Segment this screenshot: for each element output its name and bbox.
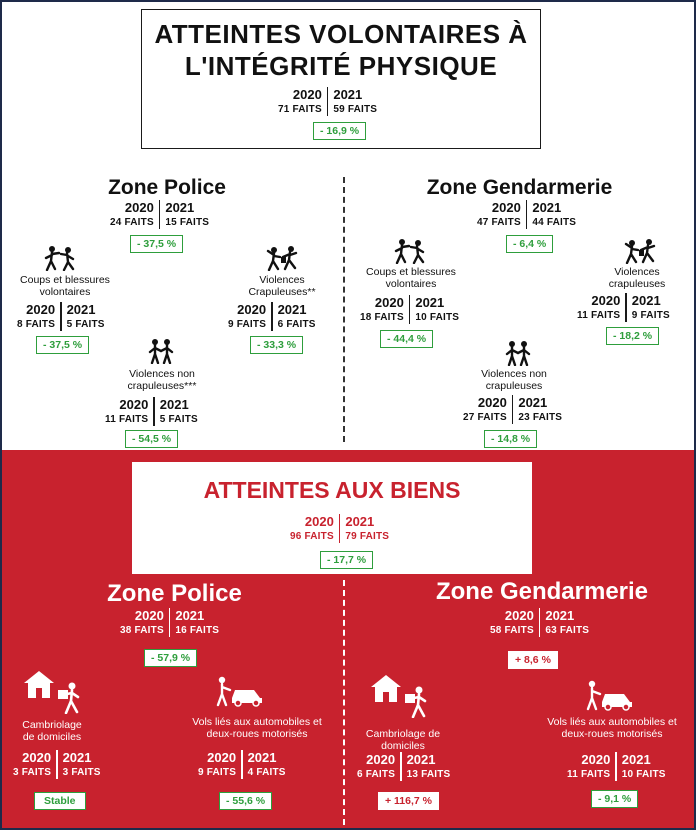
year-2021: 2021: [518, 395, 548, 410]
burglar-icon: [403, 686, 431, 718]
police-zone-title: Zone Police: [108, 176, 226, 199]
gendarmerie-change-badge: - 6,4 %: [506, 235, 553, 253]
police-zone-title: Zone Police: [107, 580, 242, 607]
cambriolage-change-badge: Stable: [34, 792, 86, 810]
non-crapuleuses-years: [100, 397, 203, 426]
facts-2020: 71 FAITS: [278, 104, 322, 115]
crapuleuses-label: Violences crapuleuses: [608, 266, 666, 290]
physical-title-line2: L'INTÉGRITÉ PHYSIQUE: [184, 51, 498, 81]
facts-2021: 63 FAITS: [545, 625, 590, 636]
facts-2020: 11 FAITS: [577, 310, 621, 321]
year-2020: 2020: [304, 514, 334, 529]
facts-2020: 8 FAITS: [17, 319, 56, 330]
vols-years: [193, 750, 291, 779]
coups-years: [12, 302, 110, 331]
biens-years: [285, 514, 394, 543]
crapuleuses-years: [572, 293, 675, 322]
year-2020: 2020: [22, 750, 52, 765]
crapuleuses-change-badge: - 33,3 %: [250, 336, 303, 354]
police-change-badge: - 37,5 %: [130, 235, 183, 253]
facts-2020: 47 FAITS: [477, 217, 521, 228]
biens-title: ATTEINTES AUX BIENS: [203, 477, 461, 503]
facts-2020: 18 FAITS: [360, 312, 404, 323]
cambriolage-change-badge: + 116,7 %: [378, 792, 439, 810]
non-crapuleuses-years: [458, 395, 567, 424]
facts-2020: 27 FAITS: [463, 412, 507, 423]
year-2020: 2020: [491, 200, 521, 215]
facts-2021: 3 FAITS: [62, 767, 101, 778]
burglar-icon: [56, 682, 84, 714]
facts-2021: 15 FAITS: [165, 217, 210, 228]
police-change-badge: - 57,9 %: [144, 649, 197, 667]
facts-2021: 13 FAITS: [406, 769, 451, 780]
house-icon: [22, 669, 56, 699]
thief-icon: [623, 238, 657, 264]
facts-2020: 3 FAITS: [13, 767, 52, 778]
facts-2021: 79 FAITS: [345, 531, 390, 542]
divider-dashed: [343, 580, 345, 825]
physical-section: [2, 2, 694, 450]
non-crapuleuses-change-badge: - 54,5 %: [125, 430, 178, 448]
year-2021: 2021: [247, 750, 277, 765]
cambriolage-years: [8, 750, 106, 779]
facts-2021: 6 FAITS: [277, 319, 316, 330]
facts-2021: 44 FAITS: [532, 217, 577, 228]
year-2020: 2020: [26, 302, 56, 317]
year-2021: 2021: [165, 200, 195, 215]
year-2021: 2021: [532, 200, 562, 215]
year-2020: 2020: [477, 395, 507, 410]
non-crapuleuses-label: Violences non crapuleuses: [481, 368, 547, 392]
facts-2020: 6 FAITS: [357, 769, 396, 780]
year-2020: 2020: [504, 608, 534, 623]
gendarmerie-zone-title: Zone Gendarmerie: [426, 176, 613, 199]
year-2020: 2020: [237, 302, 267, 317]
vols-label: Vols liés aux automobiles et deux-roues motorisés: [547, 716, 677, 740]
divider-dashed: [343, 177, 345, 442]
vols-years: [562, 752, 671, 781]
cambriolage-label: Cambriolage de domiciles: [22, 719, 82, 743]
year-2020: 2020: [207, 750, 237, 765]
year-2021: 2021: [333, 87, 363, 102]
year-2020: 2020: [366, 752, 396, 767]
facts-2021: 16 FAITS: [175, 625, 220, 636]
year-2021: 2021: [415, 295, 445, 310]
fight-icon: [394, 238, 426, 264]
facts-2020: 9 FAITS: [198, 767, 237, 778]
year-2020: 2020: [374, 295, 404, 310]
car-thief-icon: [216, 676, 264, 708]
year-2021: 2021: [621, 752, 651, 767]
facts-2020: 38 FAITS: [120, 625, 164, 636]
vols-change-badge: - 55,6 %: [219, 792, 272, 810]
cambriolage-years: [352, 752, 455, 781]
facts-2020: 11 FAITS: [567, 769, 611, 780]
couple-icon: [504, 340, 532, 366]
facts-2020: 11 FAITS: [105, 414, 149, 425]
gendarmerie-years: [485, 608, 594, 637]
police-years: [115, 608, 224, 637]
house-icon: [369, 673, 403, 703]
year-2021: 2021: [277, 302, 307, 317]
coups-label: Coups et blessures volontaires: [366, 266, 456, 290]
gendarmerie-change-badge: + 8,6 %: [508, 651, 558, 669]
fight-icon: [44, 245, 76, 271]
year-2020: 2020: [591, 293, 621, 308]
year-2020: 2020: [124, 200, 154, 215]
non-crapuleuses-label: Violences non crapuleuses***: [127, 368, 197, 392]
facts-2021: 59 FAITS: [333, 104, 378, 115]
facts-2021: 10 FAITS: [415, 312, 460, 323]
facts-2020: 24 FAITS: [110, 217, 154, 228]
police-years: [105, 200, 214, 229]
crapuleuses-years: [223, 302, 321, 331]
coups-change-badge: - 44,4 %: [380, 330, 433, 348]
gendarmerie-zone-title: Zone Gendarmerie: [435, 578, 649, 605]
non-crapuleuses-change-badge: - 14,8 %: [484, 430, 537, 448]
year-2021: 2021: [175, 608, 205, 623]
couple-icon: [147, 338, 175, 364]
facts-2020: 96 FAITS: [290, 531, 334, 542]
car-thief-icon: [586, 680, 634, 712]
biens-change-badge: - 17,7 %: [320, 551, 373, 569]
facts-2021: 23 FAITS: [518, 412, 563, 423]
cambriolage-label: Cambriolage de domiciles: [365, 728, 441, 752]
coups-years: [355, 295, 464, 324]
physical-title-line1: ATTEINTES VOLONTAIRES À: [154, 19, 528, 49]
facts-2021: 4 FAITS: [247, 767, 286, 778]
thief-icon: [265, 245, 299, 271]
physical-change-badge: - 16,9 %: [313, 122, 366, 140]
coups-label: Coups et blessures volontaires: [20, 274, 110, 298]
year-2021: 2021: [631, 293, 661, 308]
vols-change-badge: - 9,1 %: [591, 790, 638, 808]
facts-2020: 58 FAITS: [490, 625, 534, 636]
year-2021: 2021: [545, 608, 575, 623]
physical-years: [273, 87, 382, 116]
biens-section: [2, 450, 694, 828]
year-2021: 2021: [159, 397, 189, 412]
facts-2021: 5 FAITS: [159, 414, 198, 425]
year-2020: 2020: [119, 397, 149, 412]
year-2020: 2020: [581, 752, 611, 767]
vols-label: Vols liés aux automobiles et deux-roues motorisés: [192, 716, 322, 740]
facts-2021: 5 FAITS: [66, 319, 105, 330]
crapuleuses-label: Violences Crapuleuses**: [248, 274, 316, 298]
year-2021: 2021: [66, 302, 96, 317]
year-2021: 2021: [406, 752, 436, 767]
year-2021: 2021: [345, 514, 375, 529]
coups-change-badge: - 37,5 %: [36, 336, 89, 354]
facts-2021: 9 FAITS: [631, 310, 670, 321]
year-2021: 2021: [62, 750, 92, 765]
year-2020: 2020: [292, 87, 322, 102]
facts-2020: 9 FAITS: [228, 319, 267, 330]
gendarmerie-years: [472, 200, 581, 229]
year-2020: 2020: [134, 608, 164, 623]
facts-2021: 10 FAITS: [621, 769, 666, 780]
crapuleuses-change-badge: - 18,2 %: [606, 327, 659, 345]
